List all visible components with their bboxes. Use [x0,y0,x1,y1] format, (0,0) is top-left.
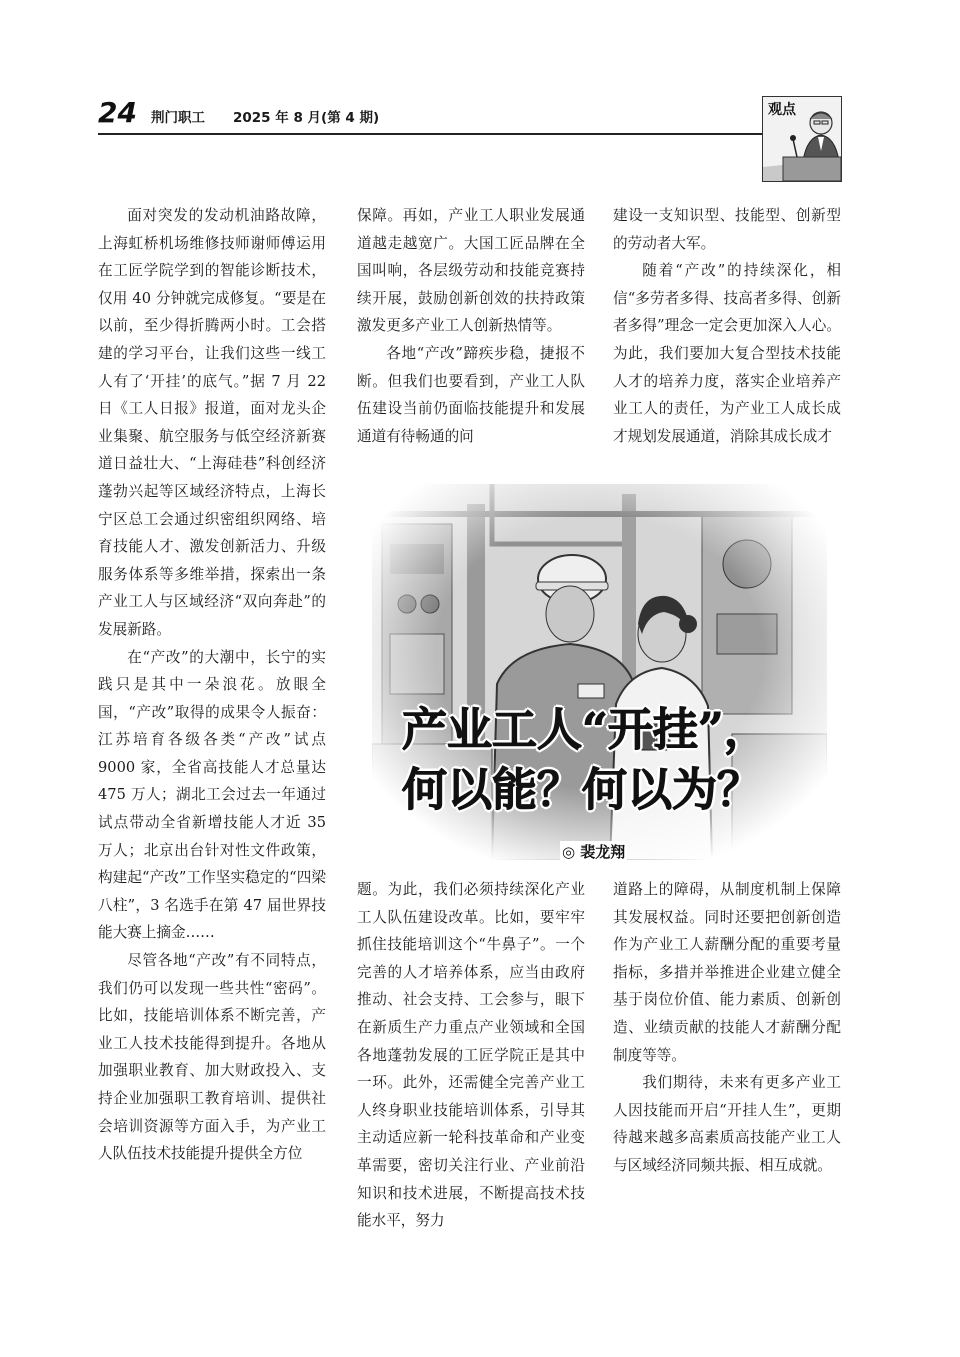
paragraph: 各地“产改”蹄疾步稳，捷报不断。但我们也要看到，产业工人队伍建设当前仍面临技能提升和发展通道有待畅通的问 [357,344,585,445]
column-badge [762,96,842,182]
text-column-1 [98,202,326,1168]
paragraph: 我们期待，未来有更多产业工人因技能而开启“开挂人生”，更期待越来越多高素质高技能产业工人与区域经济同频共振、相互成就。 [613,1074,841,1174]
text-column-2-bottom [357,876,585,1235]
article-title-line-1: 产业工人“开挂”， [402,703,769,756]
header-rule [98,133,763,135]
text-column-2-top [357,202,585,450]
running-header [98,96,379,129]
author-byline: ◎ 裴龙翔 [562,843,626,861]
column-badge-label: 观点 [768,102,796,118]
paragraph: 面对突发的发动机油路故障，上海虹桥机场维修技师谢师傅运用在工匠学院学到的智能诊断技术，仅用 40 分钟就完成修复。“要是在以前，至少得折腾两小时。工会搭建的学习平台，让我们这些一线工人有了‘开挂’的底气。”据 7 月 22 日《工人日报》报道，面对龙头企业集聚、航空服务与低空经济新赛道日益壮大、“上海硅巷”科创经济蓬勃兴起等区域经济特点，上海长宁区总工会通过织密组织网络、培育技能人才、激发创新活力、升级服务体系等多维举措，探索出一条产业工人与区域经济“双向奔赴”的发展新路。 [98,207,326,638]
article-title-line-2: 何以能？何以为？ [402,763,763,816]
paragraph: 建设一支知识型、技能型、创新型的劳动者大军。 [613,207,841,252]
paragraph: 尽管各地“产改”有不同特点，我们仍可以发现一些共性“密码”。比如，技能培训体系不断完善，产业工人技术技能得到提升。各地从加强职业教育、加大财政投入、支持企业加强职工教育培训、提供社会培训资源等方面入手，为产业工人队伍技术技能提升提供全方位 [98,952,326,1163]
text-column-3-top [613,202,841,450]
article-title [402,700,822,820]
text-column-3-bottom [613,876,841,1180]
paragraph: 在“产改”的大潮中，长宁的实践只是其中一朵浪花。放眼全国，“产改”取得的成果令人振奋：江苏培育各级各类“产改”试点 9000 家，全省高技能人才总量达 475 万人；湖北工会过去一年通过试点带动全省新增技能人才近 35 万人；北京出台针对性文件政策，构建起“产改”工作坚实稳定的“四梁八柱”，3 名选手在第 47 届世界技能大赛上摘金…… [98,648,326,942]
paragraph: 保障。再如，产业工人职业发展通道越走越宽广。大国工匠品牌在全国叫响，各层级劳动和技能竞赛持续开展，鼓励创新创效的扶持政策激发更多产业工人创新热情等。 [357,207,585,335]
paragraph: 题。为此，我们必须持续深化产业工人队伍建设改革。比如，要牢牢抓住技能培训这个“牛鼻子”。一个完善的人才培养体系，应当由政府推动、社会支持、工会参与，眼下在新质生产力重点产业领域和全国各地蓬勃发展的工匠学院正是其中一环。此外，还需健全完善产业工人终身职业技能培训体系，引导其主动适应新一轮科技革命和产业变革需要，密切关注行业、产业前沿知识和技术进展，不断提高技术技能水平，努力 [357,881,585,1230]
page-number: 24 [98,96,137,129]
issue-date: 2025 年 8 月(第 4 期) [232,110,380,126]
paragraph: 随着“产改”的持续深化，相信“多劳者多得、技高者多得、创新者多得”理念一定会更加深入人心。为此，我们要加大复合型技术技能人才的培养力度，落实企业培养产业工人的责任，为产业工人成长成才规划发展通道，消除其成长成才 [613,262,841,445]
paragraph: 道路上的障碍，从制度机制上保障其发展权益。同时还要把创新创造作为产业工人薪酬分配的重要考量指标，多措并举推进企业建立健全基于岗位价值、能力素质、创新创造、业绩贡献的技能人才薪酬分配制度等等。 [613,881,841,1064]
magazine-name: 荆门职工 [150,110,205,126]
